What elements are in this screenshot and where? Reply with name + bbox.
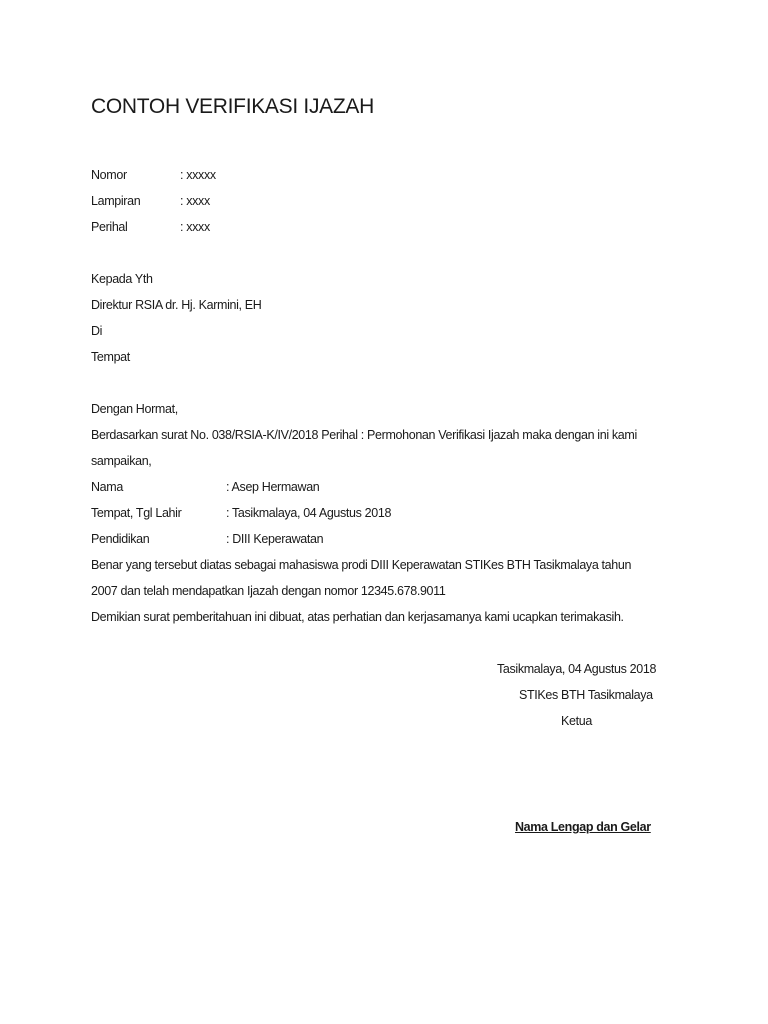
- intro-line: sampaikan,: [91, 454, 152, 468]
- pendidikan-label: Pendidikan: [91, 532, 150, 546]
- recipient-line: Kepada Yth: [91, 272, 153, 286]
- signature-place-date: Tasikmalaya, 04 Agustus 2018: [497, 662, 657, 676]
- body-line: 2007 dan telah mendapatkan Ijazah dengan nomor 12345.678.9011: [91, 584, 446, 598]
- recipient-line: Tempat: [91, 350, 130, 364]
- lampiran-label: Lampiran: [91, 194, 141, 208]
- recipient-line: Direktur RSIA dr. Hj. Karmini, EH: [91, 298, 262, 312]
- signature-name: Nama Lengap dan Gelar: [515, 820, 651, 834]
- nomor-label: Nomor: [91, 168, 127, 182]
- nomor-value: : xxxxx: [180, 168, 216, 182]
- pendidikan-value: : DIII Keperawatan: [226, 532, 324, 546]
- perihal-value: : xxxx: [180, 220, 210, 234]
- document-title: CONTOH VERIFIKASI IJAZAH: [91, 95, 374, 118]
- body-line: Benar yang tersebut diatas sebagai mahasiswa prodi DIII Keperawatan STIKes BTH Tasikmalaya tahun: [91, 558, 632, 572]
- intro-line: Berdasarkan surat No. 038/RSIA-K/IV/2018 Perihal : Permohonan Verifikasi Ijazah maka dengan ini kami: [91, 428, 637, 442]
- body-line: Demikian surat pemberitahuan ini dibuat, atas perhatian dan kerjasamanya kami ucapkan terimakasih.: [91, 610, 624, 624]
- nama-label: Nama: [91, 480, 123, 494]
- signature-position: Ketua: [561, 714, 592, 728]
- ttl-label: Tempat, Tgl Lahir: [91, 506, 182, 520]
- ttl-value: : Tasikmalaya, 04 Agustus 2018: [226, 506, 392, 520]
- greeting: Dengan Hormat,: [91, 402, 178, 416]
- nama-value: : Asep Hermawan: [226, 480, 320, 494]
- recipient-line: Di: [91, 324, 103, 338]
- perihal-label: Perihal: [91, 220, 128, 234]
- signature-institution: STIKes BTH Tasikmalaya: [519, 688, 653, 702]
- lampiran-value: : xxxx: [180, 194, 210, 208]
